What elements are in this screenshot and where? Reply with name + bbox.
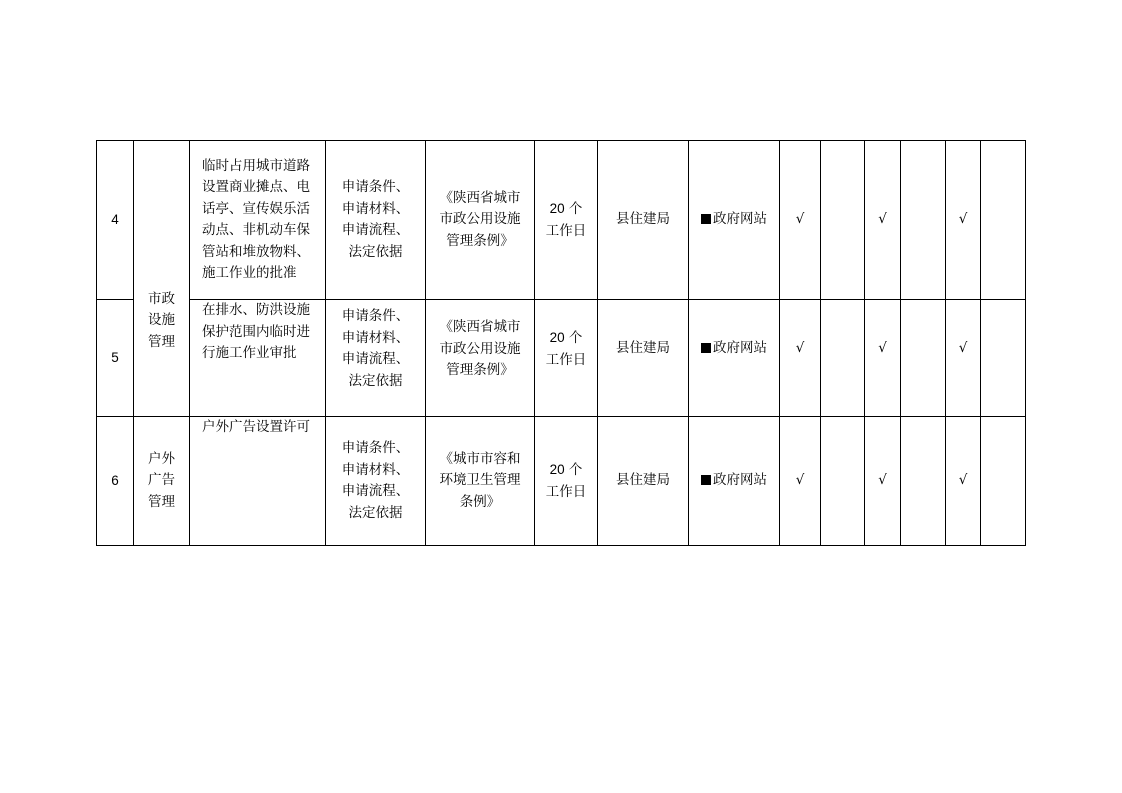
disclosure-channel: 政府网站 [713, 472, 767, 489]
category-line: 户外 [148, 450, 175, 467]
time-limit-number: 20 [549, 330, 565, 345]
item-name-cell [190, 417, 326, 546]
disclosure-content [342, 177, 410, 263]
table-row [97, 417, 1026, 546]
check-cell: √ [780, 141, 821, 300]
row-number: 6 [97, 417, 134, 546]
time-limit-unit: 个 [564, 201, 583, 217]
legal-basis [440, 188, 521, 253]
check-cell: √ [946, 417, 981, 546]
check-cell [981, 300, 1026, 417]
content-line: 申请条件、 [341, 440, 410, 456]
table-row [97, 300, 1026, 417]
content-line: 法定依据 [348, 504, 403, 521]
category-line: 管理 [148, 493, 175, 510]
check-cell [821, 417, 865, 546]
time-limit-unit: 个 [564, 462, 583, 478]
legal-basis [440, 449, 521, 514]
check-cell [901, 300, 946, 417]
disclosure-channel: 政府网站 [713, 340, 767, 356]
time-limit-number: 20 [549, 201, 565, 216]
legal-basis-cell [426, 141, 535, 300]
time-limit-label: 工作日 [545, 222, 587, 239]
channel-cell [689, 300, 780, 417]
content-line: 申请流程、 [341, 351, 410, 367]
item-line: 行施工作业审批 [202, 345, 297, 361]
category-line: 市政 [148, 290, 175, 307]
legal-basis [440, 317, 521, 382]
check-cell [901, 141, 946, 300]
row-number: 4 [97, 141, 134, 300]
check-cell [981, 141, 1026, 300]
item-line: 保护范围内临时进 [202, 323, 310, 340]
checked-box-icon [701, 475, 711, 485]
disclosure-content [342, 438, 410, 524]
basis-line: 管理条例》 [446, 232, 514, 249]
content-line: 法定依据 [348, 243, 403, 260]
legal-basis-cell [426, 417, 535, 546]
category-cell [134, 141, 190, 417]
check-cell [901, 417, 946, 546]
item-line: 动点、非机动车保 [202, 222, 310, 238]
content-line: 申请流程、 [341, 483, 410, 499]
item-name [202, 156, 313, 285]
item-line: 设置商业摊点、电 [202, 179, 310, 195]
basis-line: 市政公用设施 [439, 211, 521, 228]
time-limit-label: 工作日 [545, 483, 587, 500]
content-line: 申请条件、 [341, 179, 410, 195]
check-cell: √ [946, 141, 981, 300]
check-cell [821, 141, 865, 300]
content-line: 申请材料、 [341, 461, 410, 478]
check-cell [821, 300, 865, 417]
basis-line: 管理条例》 [446, 362, 514, 378]
channel-cell [689, 141, 780, 300]
check-cell: √ [946, 300, 981, 417]
category-line: 广告 [148, 472, 175, 489]
item-name-cell [190, 300, 326, 417]
category-cell [134, 417, 190, 546]
item-line: 施工作业的批准 [202, 265, 297, 281]
checked-box-icon [701, 214, 711, 224]
time-limit-cell [535, 300, 598, 417]
disclosure-content-cell [326, 300, 426, 417]
basis-line: 《城市市容和 [439, 450, 521, 467]
category-line: 管理 [148, 333, 175, 350]
check-cell: √ [780, 417, 821, 546]
check-cell: √ [865, 141, 901, 300]
check-cell: √ [865, 417, 901, 546]
basis-line: 环境卫生管理 [439, 472, 521, 489]
item-line: 管站和堆放物料、 [202, 243, 310, 260]
time-limit-unit: 个 [564, 330, 583, 346]
category-label [147, 289, 177, 354]
check-cell: √ [780, 300, 821, 417]
disclosure-content-cell [326, 417, 426, 546]
category-line: 设施 [148, 312, 175, 329]
basis-line: 市政公用设施 [439, 340, 521, 357]
disclosure-channel: 政府网站 [713, 211, 767, 228]
channel-cell [689, 417, 780, 546]
subject-cell [598, 141, 689, 300]
check-cell [981, 417, 1026, 546]
time-limit-label: 工作日 [545, 351, 587, 368]
item-name [202, 417, 313, 439]
content-line: 法定依据 [348, 372, 403, 389]
legal-basis-cell [426, 300, 535, 417]
time-limit-cell [535, 141, 598, 300]
disclosure-content [342, 306, 410, 392]
time-limit-cell [535, 417, 598, 546]
checked-box-icon [701, 343, 711, 353]
item-line: 在排水、防洪设施 [202, 302, 310, 318]
subject-cell [598, 417, 689, 546]
responsible-subject: 县住建局 [616, 340, 670, 356]
time-limit-number: 20 [549, 462, 565, 477]
disclosure-table [96, 140, 1026, 546]
basis-line: 《陕西省城市 [439, 189, 521, 206]
content-line: 申请材料、 [341, 200, 410, 217]
table-row [97, 141, 1026, 300]
subject-cell [598, 300, 689, 417]
responsible-subject: 县住建局 [616, 472, 670, 489]
item-line: 临时占用城市道路 [202, 157, 310, 174]
item-line: 话亭、宣传娱乐活 [202, 200, 310, 217]
content-line: 申请流程、 [341, 222, 410, 238]
item-line: 户外广告设置许可 [202, 419, 310, 435]
row-number: 5 [97, 300, 134, 417]
responsible-subject: 县住建局 [616, 211, 670, 228]
check-cell: √ [865, 300, 901, 417]
content-line: 申请材料、 [341, 329, 410, 346]
disclosure-content-cell [326, 141, 426, 300]
basis-line: 条例》 [459, 493, 501, 510]
basis-line: 《陕西省城市 [439, 319, 521, 335]
category-label [147, 449, 177, 514]
content-line: 申请条件、 [341, 308, 410, 324]
item-name-cell [190, 141, 326, 300]
item-name [202, 300, 313, 365]
